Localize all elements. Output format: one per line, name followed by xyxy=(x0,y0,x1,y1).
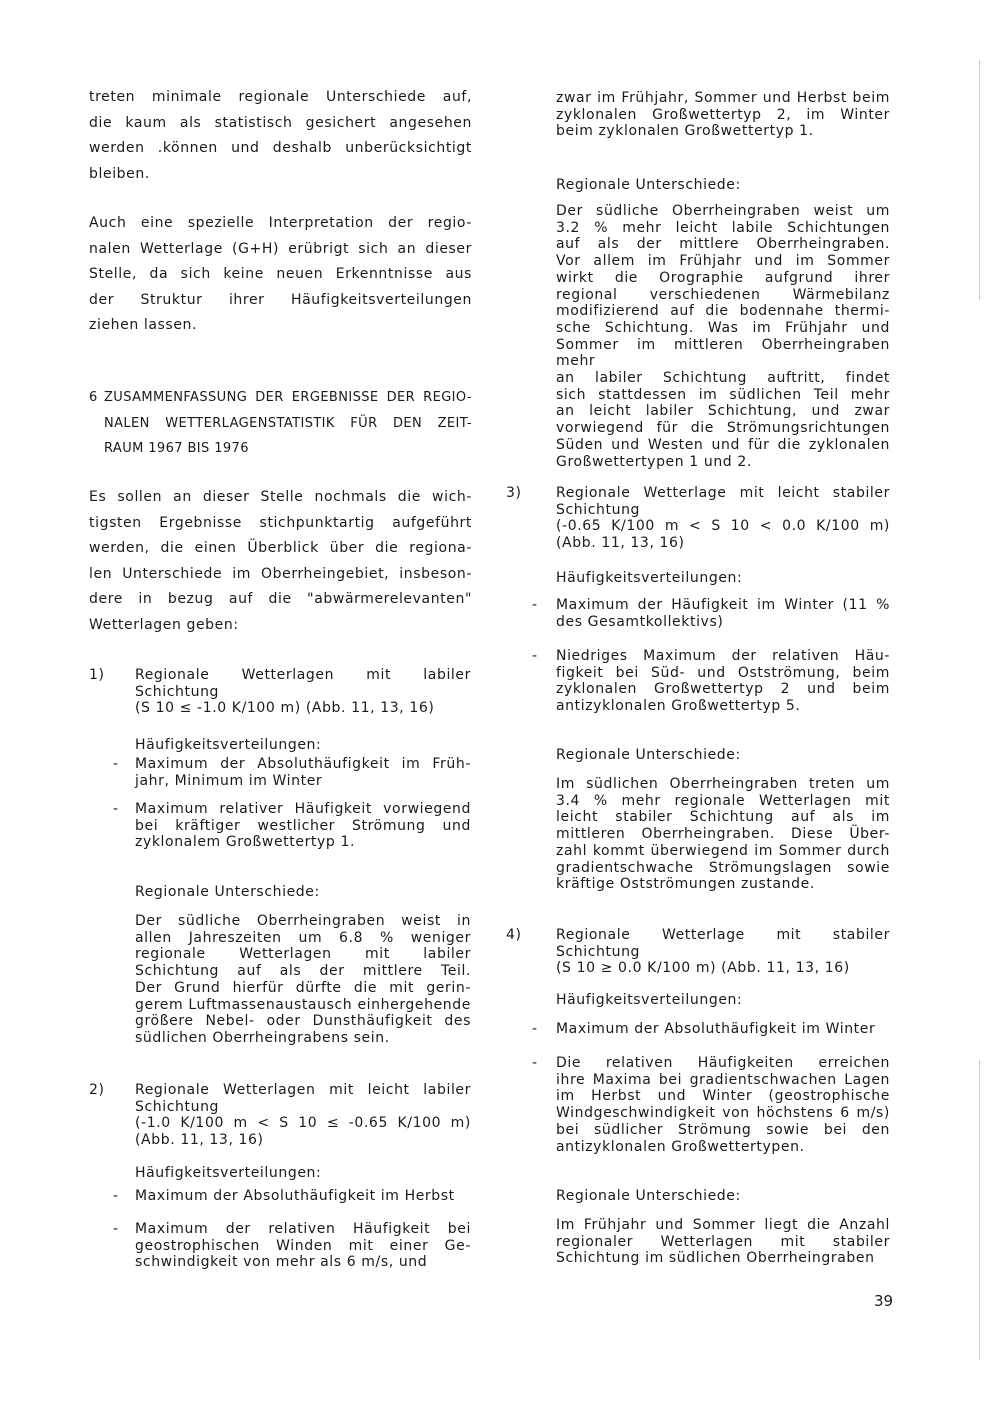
text-line: allen Jahreszeiten um 6.8 % weniger xyxy=(135,929,471,946)
text-line: Maximum der relativen Häufigkeit bei xyxy=(135,1221,471,1237)
continued-text xyxy=(556,90,890,140)
text-line: Maximum der Absoluthäufigkeit im Herbst xyxy=(135,1188,455,1204)
text-line: Niedriges Maximum der relativen Häu- xyxy=(556,648,890,664)
text-line: kräftige Ostströmungen zustande. xyxy=(556,876,815,893)
text-line: antizyklonalen Großwettertyp 5. xyxy=(556,698,801,715)
text-line: an labiler Schichtung auftritt, findet xyxy=(556,370,890,387)
text-line: größere Nebel- oder Dunsthäufigkeit des xyxy=(135,1013,471,1030)
regional-differences-label: Regionale Unterschiede: xyxy=(556,177,741,193)
text-line: figkeit bei Süd- und Ostströmung, beim xyxy=(556,664,890,681)
text-line: (S 10 ≥ 0.0 K/100 m) (Abb. 11, 13, 16) xyxy=(556,960,850,977)
text-line: regional verschiedenen Wärmebilanz xyxy=(556,286,890,303)
text-line: geostrophischen Winden mit einer Ge- xyxy=(135,1237,471,1254)
section-number: 6 xyxy=(89,390,98,405)
frequency-label: Häufigkeitsverteilungen: xyxy=(556,992,743,1008)
text-line: modifizierend auf die bodennahe thermi- xyxy=(556,303,890,320)
text-line: 3.2 % mehr leicht labile Schichtungen xyxy=(556,219,890,236)
item-number: 1) xyxy=(89,667,105,683)
text-line: Der Grund hierfür dürfte die mit gerin- xyxy=(135,979,471,996)
regional-differences-text xyxy=(556,776,890,893)
text-line: ihre Maxima bei gradientschwachen Lagen xyxy=(556,1071,890,1088)
bullet-text xyxy=(556,1021,890,1038)
text-line: dere in bezug auf die "abwärmerelevanten" xyxy=(89,591,472,607)
item-title xyxy=(556,927,890,977)
text-line: zahl kommt überwiegend im Sommer durch xyxy=(556,842,890,859)
text-line: Maximum der Absoluthäufigkeit im Winter xyxy=(556,1021,876,1037)
text-line: gerem Luftmassenaustausch einhergehende xyxy=(135,996,471,1013)
bullet-text xyxy=(135,801,471,851)
bullet-dash: - xyxy=(532,1055,538,1071)
text-line: Maximum relativer Häufigkeit vorwiegend xyxy=(135,801,471,817)
text-line: Stelle, da sich keine neuen Erkenntnisse aus xyxy=(89,266,472,282)
bullet-text xyxy=(135,756,471,789)
regional-differences-text xyxy=(556,203,890,470)
text-line: sche Schichtung. Was im Frühjahr und xyxy=(556,319,890,336)
text-line: ziehen lassen. xyxy=(89,317,198,333)
text-line: Maximum der Häufigkeit im Winter (11 % xyxy=(556,597,890,613)
text-line: Es sollen an dieser Stelle nochmals die wich- xyxy=(89,489,472,505)
text-line: Schichtung xyxy=(135,1098,220,1115)
text-line: antizyklonalen Großwettertypen. xyxy=(556,1138,805,1155)
text-line: werden, die einen Überblick über die regiona- xyxy=(89,540,472,556)
text-line: Maximum der Absoluthäufigkeit im Früh- xyxy=(135,756,471,772)
bullet-dash: - xyxy=(532,1021,538,1037)
text-line: (-1.0 K/100 m < S 10 ≤ -0.65 K/100 m) xyxy=(135,1115,471,1132)
regional-differences-text xyxy=(135,913,471,1047)
item-number: 4) xyxy=(506,927,522,943)
text-line: Vor allem im Frühjahr und im Sommer xyxy=(556,253,890,270)
text-line: Süden und Westen und für die zyklonalen xyxy=(556,436,890,453)
text-line: Großwettertypen 1 und 2. xyxy=(556,453,752,470)
bullet-text xyxy=(135,1188,471,1205)
text-line: Auch eine spezielle Interpretation der regio- xyxy=(89,215,472,231)
bullet-text xyxy=(135,1221,471,1271)
text-line: Der südliche Oberrheingraben weist in xyxy=(135,913,471,929)
text-line: Schichtung xyxy=(556,501,641,518)
text-line: zyklonalen Großwettertyp 2, im Winter xyxy=(556,106,890,123)
text-line: Windgeschwindigkeit von höchstens 6 m/s) xyxy=(556,1105,890,1122)
text-line: Regionale Wetterlagen mit labiler xyxy=(135,667,471,683)
bullet-dash: - xyxy=(113,756,119,772)
text-line: bei kräftiger westlicher Strömung und xyxy=(135,817,471,834)
paragraph-interpretation xyxy=(89,211,472,339)
text-line: (Abb. 11, 13, 16) xyxy=(556,535,685,552)
section-title xyxy=(104,385,472,462)
text-line: Der südliche Oberrheingraben weist um xyxy=(556,203,890,219)
regional-differences-text xyxy=(556,1217,890,1267)
bullet-text xyxy=(556,1055,890,1155)
scan-edge-line xyxy=(979,1060,980,1360)
text-line: Sommer im mittleren Oberrheingraben mehr xyxy=(556,336,890,370)
bullet-dash: - xyxy=(532,648,538,664)
item-title xyxy=(556,485,890,552)
text-line: mittleren Oberrheingraben. Diese Über- xyxy=(556,826,890,843)
text-line: schwindigkeit von mehr als 6 m/s, und xyxy=(135,1254,428,1271)
bullet-dash: - xyxy=(113,801,119,817)
text-line: NALEN WETTERLAGENSTATISTIK FÜR DEN ZEIT- xyxy=(104,415,472,431)
text-line: RAUM 1967 BIS 1976 xyxy=(104,441,249,456)
section-heading xyxy=(89,385,472,462)
text-line: vorwiegend für die Strömungsrichtungen xyxy=(556,420,890,437)
bullet-text xyxy=(556,597,890,630)
regional-differences-label: Regionale Unterschiede: xyxy=(556,1188,741,1204)
paragraph-summary xyxy=(89,485,472,638)
text-line: Regionale Wetterlage mit stabiler xyxy=(556,927,890,943)
text-line: zwar im Frühjahr, Sommer und Herbst beim xyxy=(556,90,890,106)
text-line: Wetterlagen geben: xyxy=(89,616,239,633)
text-line: Schichtung xyxy=(556,943,641,960)
text-line: gradientschwache Strömungslagen sowie xyxy=(556,859,890,876)
text-line: (Abb. 11, 13, 16) xyxy=(135,1132,264,1149)
text-line: 3.4 % mehr regionale Wetterlagen mit xyxy=(556,792,890,809)
text-line: Im südlichen Oberrheingraben treten um xyxy=(556,776,890,792)
text-line: (S 10 ≤ -1.0 K/100 m) (Abb. 11, 13, 16) xyxy=(135,700,435,717)
bullet-text xyxy=(556,648,890,715)
item-title xyxy=(135,667,471,717)
text-line: Schichtung im südlichen Oberrheingraben xyxy=(556,1250,875,1267)
text-line: werden .können und deshalb unberücksichtigt xyxy=(89,140,472,156)
regional-differences-label: Regionale Unterschiede: xyxy=(135,884,320,900)
text-line: auf als der mittlere Oberrheingraben. xyxy=(556,236,890,253)
text-line: nalen Wetterlage (G+H) erübrigt sich an dieser xyxy=(89,240,472,257)
text-line: tigsten Ergebnisse stichpunktartig aufgeführt xyxy=(89,514,472,531)
text-line: (-0.65 K/100 m < S 10 < 0.0 K/100 m) xyxy=(556,518,890,535)
item-number: 2) xyxy=(89,1082,105,1098)
text-line: an leicht labiler Schichtung, und zwar xyxy=(556,403,890,420)
frequency-label: Häufigkeitsverteilungen: xyxy=(135,1165,322,1181)
text-line: Regionale Wetterlage mit leicht stabiler xyxy=(556,485,890,501)
text-line: regionale Wetterlagen mit labiler xyxy=(135,946,471,963)
text-line: der Struktur ihrer Häufigkeitsverteilungen xyxy=(89,291,472,308)
bullet-dash: - xyxy=(532,597,538,613)
text-line: sich stattdessen im südlichen Teil mehr xyxy=(556,386,890,403)
text-line: bei südlicher Strömung sowie bei den xyxy=(556,1121,890,1138)
regional-differences-label: Regionale Unterschiede: xyxy=(556,747,741,763)
text-line: Regionale Wetterlagen mit leicht labiler xyxy=(135,1082,471,1098)
page-number: 39 xyxy=(874,1292,894,1310)
text-line: im Herbst und Winter (geostrophische xyxy=(556,1088,890,1105)
text-line: Im Frühjahr und Sommer liegt die Anzahl xyxy=(556,1217,890,1233)
text-line: treten minimale regionale Unterschiede auf, xyxy=(89,89,472,105)
frequency-label: Häufigkeitsverteilungen: xyxy=(135,737,322,753)
text-line: südlichen Oberrheingrabens sein. xyxy=(135,1029,390,1046)
scan-edge-line xyxy=(979,60,980,300)
text-line: ZUSAMMENFASSUNG DER ERGEBNISSE DER REGIO- xyxy=(104,390,472,405)
text-line: jahr, Minimum im Winter xyxy=(135,772,323,789)
text-line: zyklonalem Großwettertyp 1. xyxy=(135,834,355,851)
paragraph-intro xyxy=(89,85,472,187)
bullet-dash: - xyxy=(113,1188,119,1204)
frequency-label: Häufigkeitsverteilungen: xyxy=(556,570,743,586)
text-line: len Unterschiede im Oberrheingebiet, insbeson- xyxy=(89,565,472,582)
text-line: wirkt die Orographie aufgrund ihrer xyxy=(556,269,890,286)
text-line: zyklonalen Großwettertyp 2 und beim xyxy=(556,681,890,698)
item-number: 3) xyxy=(506,485,522,501)
item-title xyxy=(135,1082,471,1149)
text-line: die kaum als statistisch gesichert angesehen xyxy=(89,114,472,131)
text-line: Die relativen Häufigkeiten erreichen xyxy=(556,1055,890,1071)
text-line: beim zyklonalen Großwettertyp 1. xyxy=(556,123,814,140)
text-line: Schichtung xyxy=(135,683,220,700)
text-line: des Gesamtkollektivs) xyxy=(556,613,724,630)
text-line: regionaler Wetterlagen mit stabiler xyxy=(556,1233,890,1250)
text-line: bleiben. xyxy=(89,165,150,182)
text-line: Schichtung auf als der mittlere Teil. xyxy=(135,963,471,980)
bullet-dash: - xyxy=(113,1221,119,1237)
text-line: leicht stabiler Schichtung auf als im xyxy=(556,809,890,826)
